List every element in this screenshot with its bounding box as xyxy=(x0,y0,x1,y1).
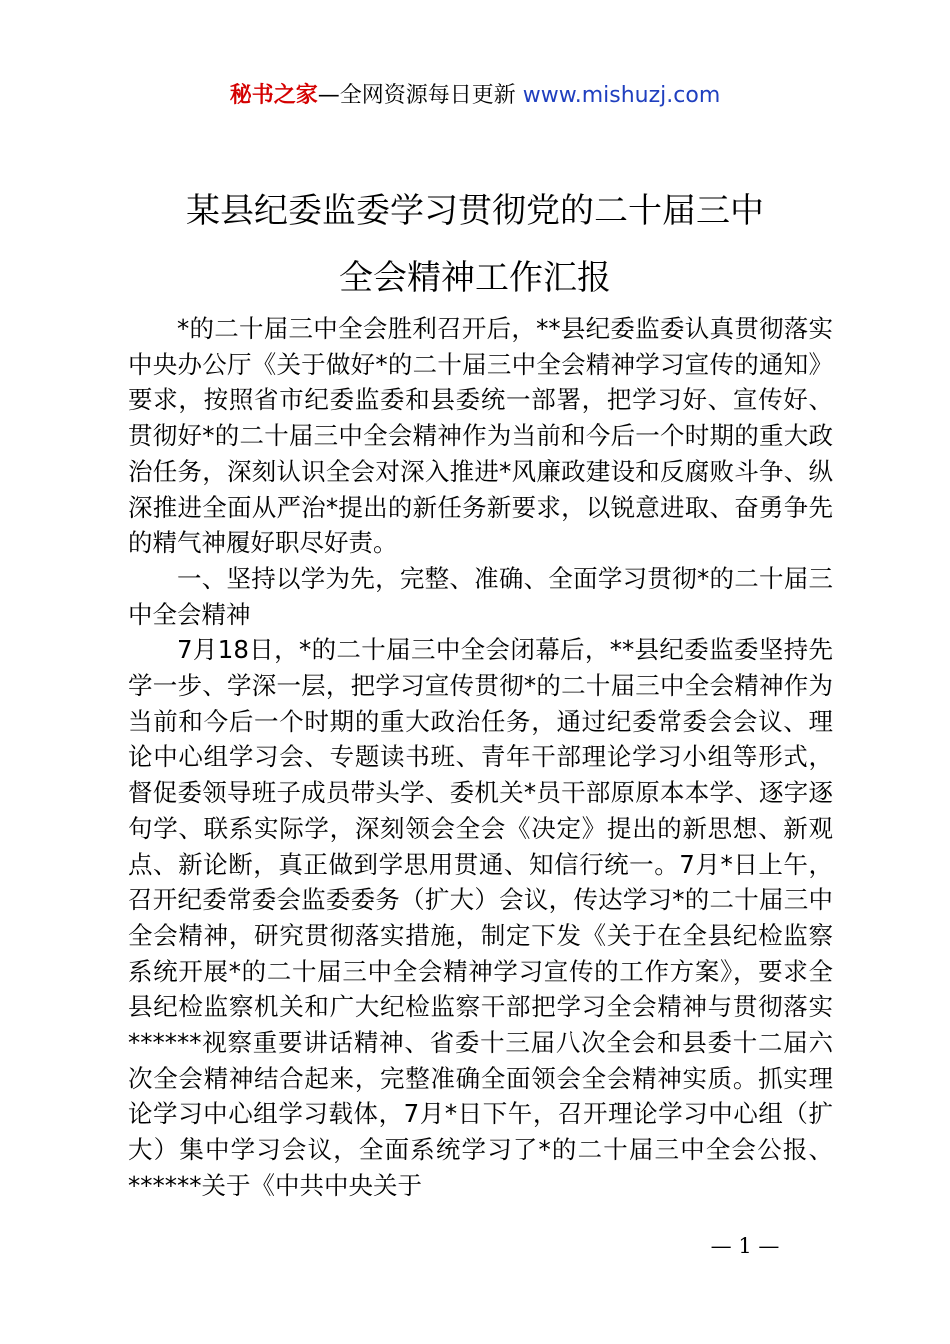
paragraph-intro: *的二十届三中全会胜利召开后，**县纪委监委认真贯彻落实中央办公厅《关于做好*的二十届三中全会精神学习宣传的通知》要求，按照省市纪委监委和县委统一部署，把学习好、宣传好、贯彻好*的二十届三中全会精神作为当前和今后一个时期的重大政治任务，深刻认识全会对深入推进*风廉政建设和反腐败斗争、纵深推进全面从严治*提出的新任务新要求，以锐意进取、奋勇争先的精气神履好职尽好责。 xyxy=(128,314,833,558)
page-number: — 1 — xyxy=(710,1234,780,1258)
site-slogan: —全网资源每日更新 xyxy=(317,83,523,108)
site-banner xyxy=(0,80,950,112)
document-body xyxy=(128,311,833,1204)
section-heading-1: 一、坚持以学为先，完整、准确、全面学习贯彻*的二十届三中全会精神 xyxy=(128,563,833,629)
paragraph-section-1: 7月18日，*的二十届三中全会闭幕后，**县纪委监委坚持先学一步、学深一层，把学习宣传贯彻*的二十届三中全会精神作为当前和今后一个时期的重大政治任务，通过纪委常委会会议、理论中心组学习会、专题读书班、青年干部理论学习小组等形式，督促委领导班子成员带头学、委机关*员干部原原本本学、逐字逐句学、联系实际学，深刻领会全会《决定》提出的新思想、新观点、新论断，真正做到学思用贯通、知信行统一。7月*日上午，召开纪委常委会监委委务（扩大）会议，传达学习*的二十届三中全会精神，研究贯彻落实措施，制定下发《关于在全县纪检监察系统开展*的二十届三中全会精神学习宣传的工作方案》，要求全县纪检监察机关和广大纪检监察干部把学习全会精神与贯彻落实******视察重要讲话精神、省委十三届八次全会和县委十二届六次全会精神结合起来，完整准确全面领会全会精神实质。抓实理论学习中心组学习载体，7月*日下午，召开理论学习中心组（扩大）集中学习会议，全面系统学习了*的二十届三中全会公报、******关于《中共中央关于 xyxy=(128,635,833,1200)
document-title-line-2: 全会精神工作汇报 xyxy=(339,258,611,298)
site-brand: 秘书之家 xyxy=(229,83,318,108)
site-url-link[interactable]: www.mishuzj.com xyxy=(522,83,721,108)
document-title-line-1: 某县纪委监委学习贯彻党的二十届三中 xyxy=(186,191,764,231)
